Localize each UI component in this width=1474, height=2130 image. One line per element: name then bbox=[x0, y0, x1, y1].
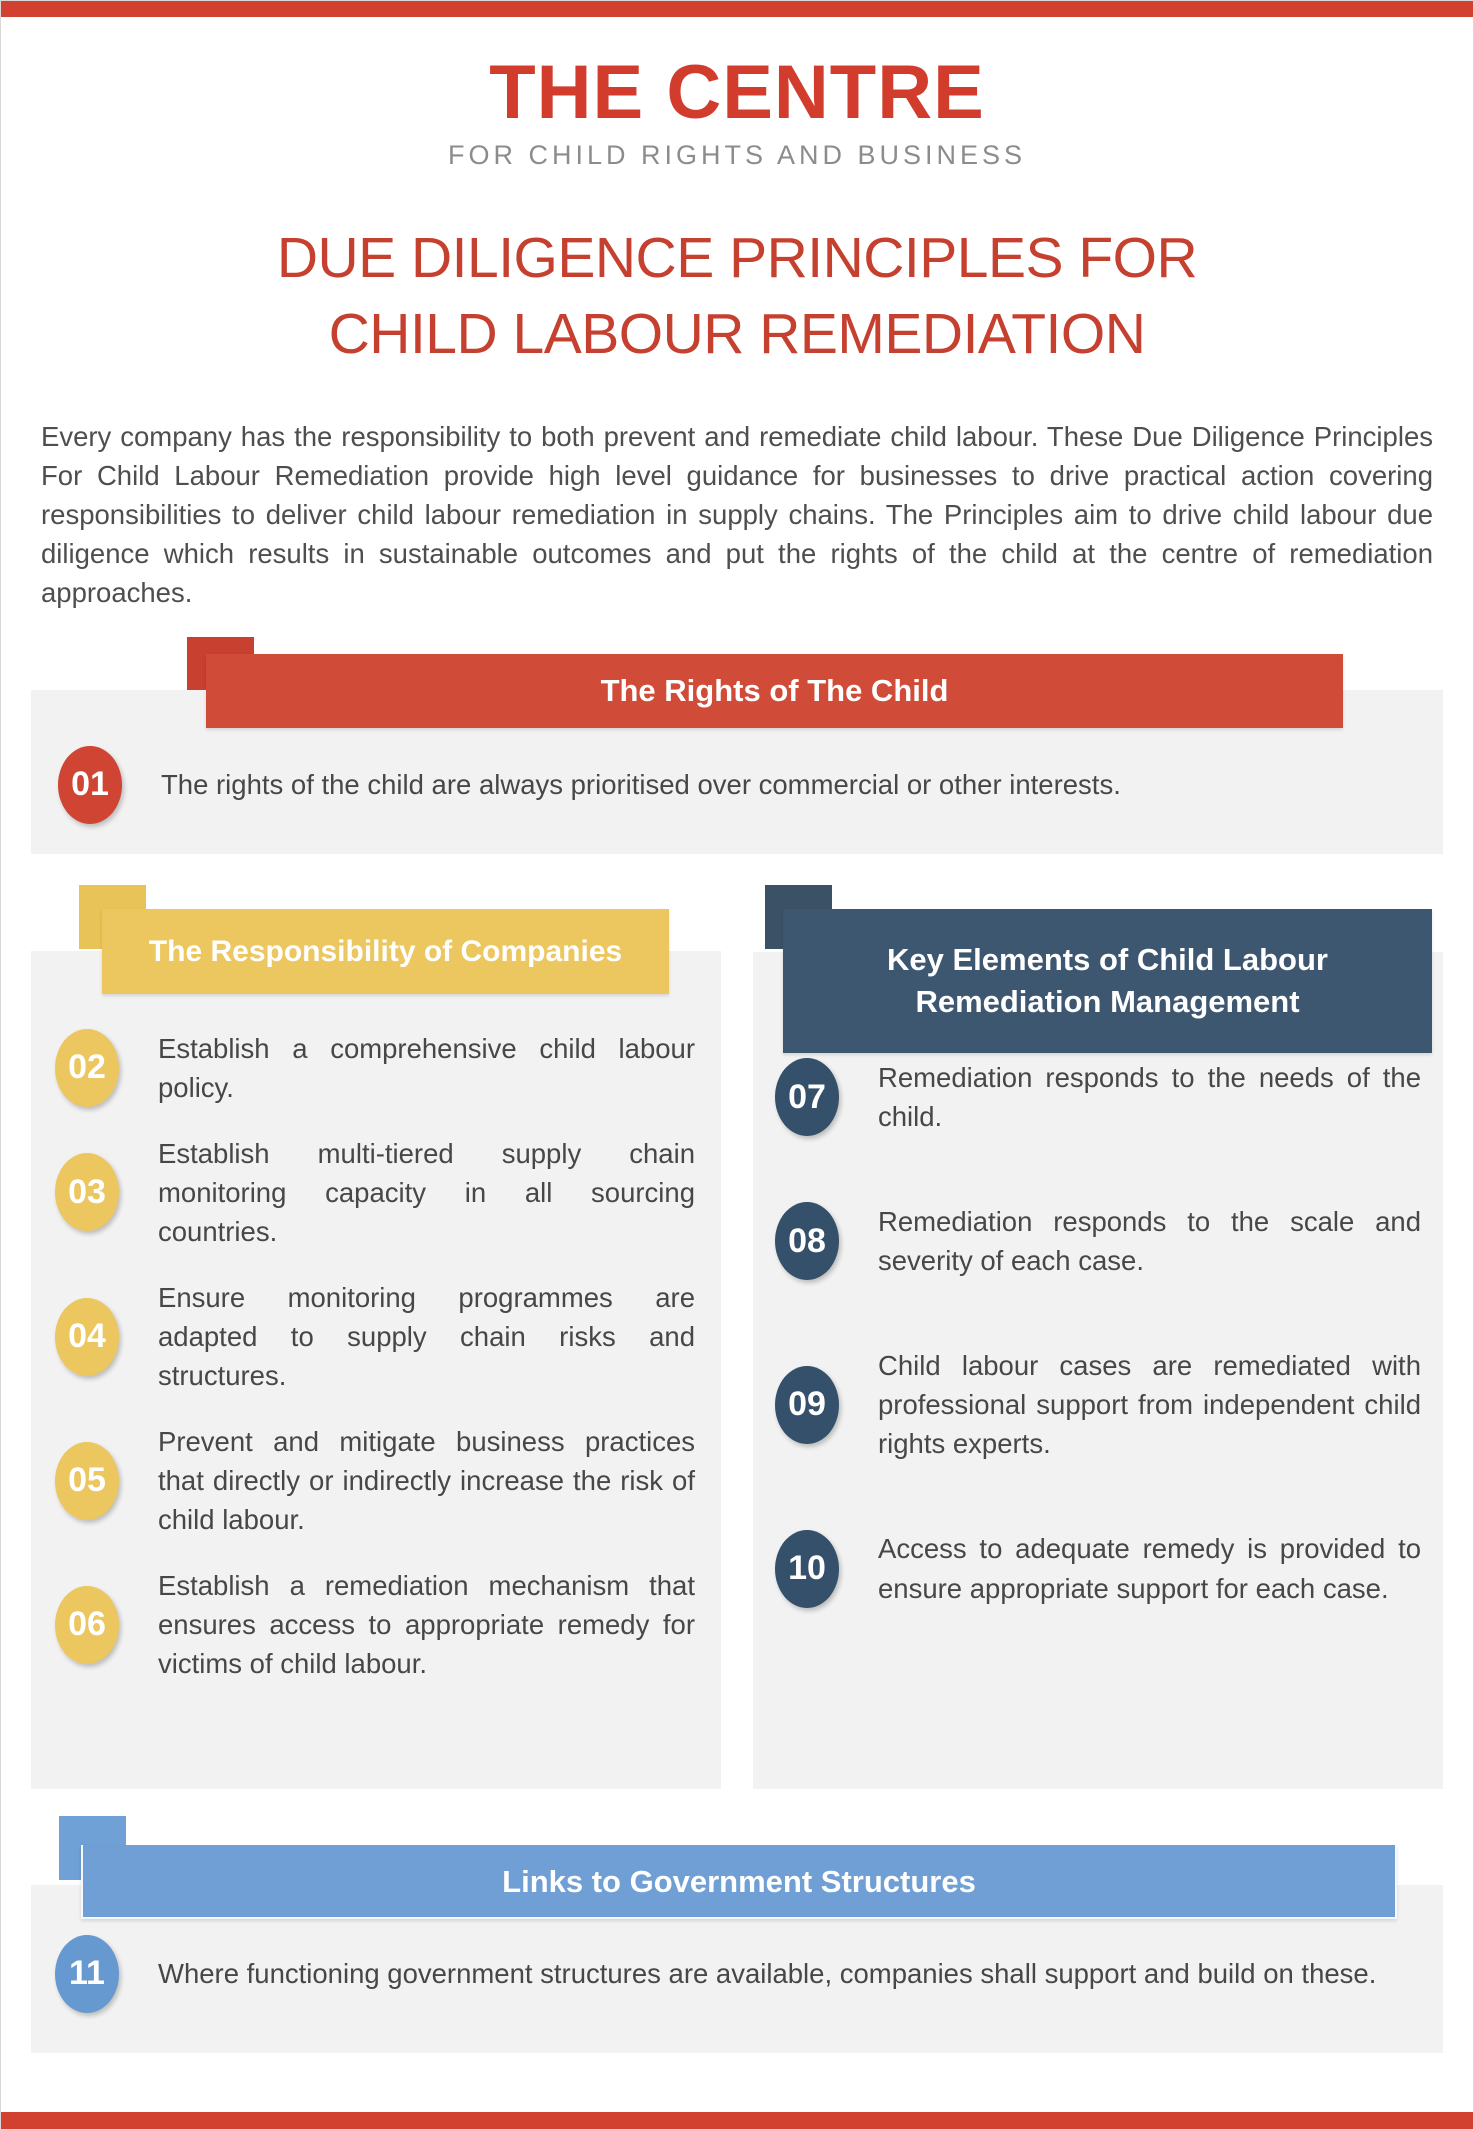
principle-text: Prevent and mitigate business practices that directly or indirectly increase the risk of child labour. bbox=[158, 1426, 695, 1536]
principle-number-badge: 03 bbox=[55, 1153, 119, 1231]
principle-item-05 bbox=[55, 1422, 695, 1539]
principle-number-badge: 02 bbox=[55, 1029, 119, 1107]
section-rights-banner: The Rights of The Child bbox=[206, 654, 1343, 728]
principle-text: Child labour cases are remediated with professional support from independent child rights experts. bbox=[878, 1350, 1421, 1460]
section-companies-banner: The Responsibility of Companies bbox=[102, 909, 669, 994]
principle-number-badge: 01 bbox=[58, 746, 122, 824]
top-red-bar bbox=[1, 1, 1473, 17]
principle-number-badge: 05 bbox=[55, 1442, 119, 1520]
principle-item-06 bbox=[55, 1566, 695, 1683]
principle-number-badge: 07 bbox=[775, 1058, 839, 1136]
section-responsibility-of-companies bbox=[31, 909, 721, 1789]
principle-text: Remediation responds to the scale and severity of each case. bbox=[878, 1206, 1421, 1277]
logo-subtitle: FOR CHILD RIGHTS AND BUSINESS bbox=[447, 140, 1027, 170]
principle-item-02 bbox=[55, 1029, 695, 1107]
page-title-line2: CHILD LABOUR REMEDIATION bbox=[328, 301, 1146, 366]
logo bbox=[1, 50, 1473, 171]
principle-item-08 bbox=[775, 1202, 1421, 1280]
section-rights-of-the-child bbox=[1, 654, 1473, 854]
principle-text: Remediation responds to the needs of the child. bbox=[878, 1062, 1421, 1133]
section-key-elements-panel bbox=[753, 952, 1443, 1789]
principle-number-badge: 10 bbox=[775, 1530, 839, 1608]
principle-text: Establish a remediation mechanism that ensures access to appropriate remedy for victims of child labour. bbox=[158, 1570, 695, 1680]
two-column-area bbox=[31, 909, 1443, 1789]
principle-number-badge: 08 bbox=[775, 1202, 839, 1280]
intro-paragraph: Every company has the responsibility to both prevent and remediate child labour. These Due Diligence Principles For Child Labour Remediation provide high level guidance for businesses to drive practical action covering responsibilities to deliver child labour remediation in supply chains. The Principles aim to drive child labour due diligence which results in sustainable outcomes and put the rights of the child at the centre of remediation approaches. bbox=[41, 420, 1433, 608]
section-government-banner: Links to Government Structures bbox=[81, 1845, 1397, 1919]
logo-title: THE CENTRE bbox=[489, 50, 985, 135]
principle-text: Access to adequate remedy is provided to ensure appropriate support for each case. bbox=[878, 1533, 1421, 1604]
principle-item-11 bbox=[55, 1935, 1403, 2013]
principle-number-badge: 09 bbox=[775, 1366, 839, 1444]
page-title bbox=[121, 221, 1353, 373]
principle-item-10 bbox=[775, 1529, 1421, 1607]
principle-text: Establish a comprehensive child labour policy. bbox=[158, 1032, 695, 1103]
principle-item-03 bbox=[55, 1134, 695, 1251]
section-key-elements-banner: Key Elements of Child Labour Remediation Management bbox=[783, 909, 1432, 1053]
principle-item-04 bbox=[55, 1278, 695, 1395]
principle-number-badge: 04 bbox=[55, 1298, 119, 1376]
principle-number-badge: 11 bbox=[55, 1935, 119, 2013]
principle-item-01 bbox=[58, 746, 1397, 824]
principle-text: Establish multi-tiered supply chain monitoring capacity in all sourcing countries. bbox=[158, 1137, 695, 1248]
section-government-structures bbox=[1, 1845, 1473, 2053]
principle-text: Ensure monitoring programmes are adapted to supply chain risks and structures. bbox=[158, 1282, 695, 1392]
section-key-elements bbox=[753, 909, 1443, 1789]
principle-item-09 bbox=[775, 1346, 1421, 1463]
principle-text: Where functioning government structures are available, companies shall support and build on these. bbox=[158, 1958, 1377, 1990]
principle-text: The rights of the child are always prioritised over commercial or other interests. bbox=[161, 769, 1121, 801]
bottom-red-bar bbox=[1, 2112, 1473, 2129]
section-companies-panel bbox=[31, 951, 721, 1789]
principle-item-07 bbox=[775, 1058, 1421, 1136]
principle-number-badge: 06 bbox=[55, 1586, 119, 1664]
page-title-line1: DUE DILIGENCE PRINCIPLES FOR bbox=[276, 226, 1198, 290]
